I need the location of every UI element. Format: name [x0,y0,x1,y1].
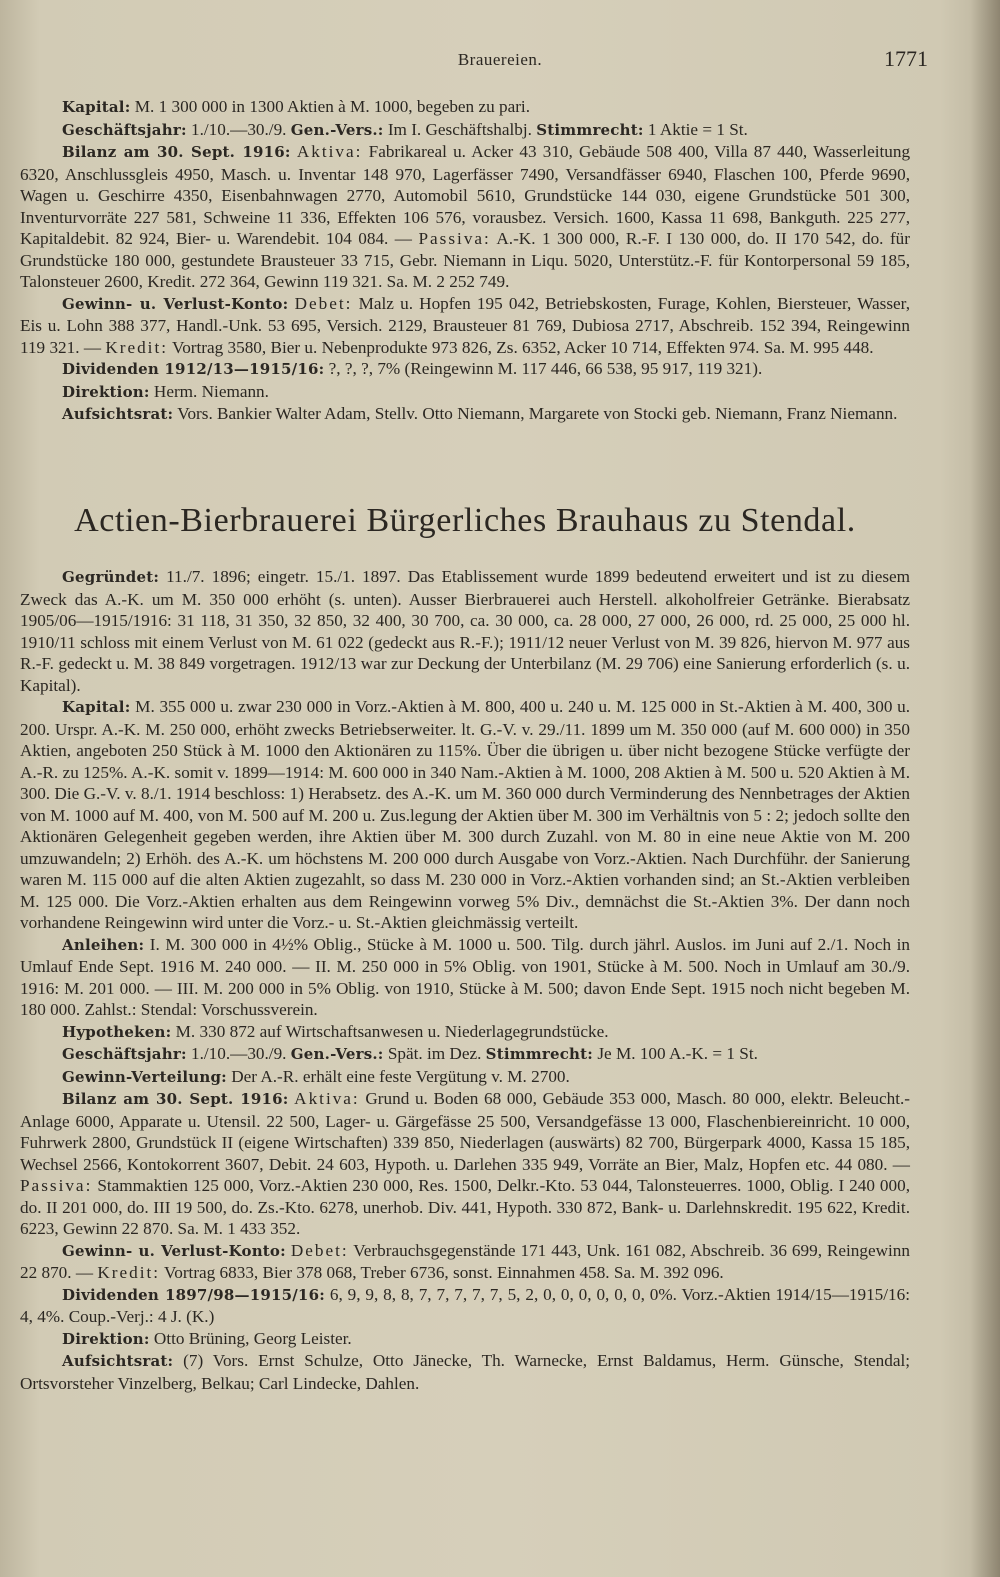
dividenden-paragraph [20,1284,910,1328]
aktiva-label: Aktiva: [296,142,363,161]
hypotheken-text: M. 330 872 auf Wirtschaftsanwesen u. Niederlagegrundstücke. [175,1021,609,1041]
anleihen-label: Anleihen: [62,935,145,954]
aufsichtsrat-label: Aufsichtsrat: [62,1352,174,1370]
dividenden-label: Dividenden 1912/13—1915/16: [62,360,325,378]
genvers-text: Im I. Geschäftshalbj. [387,119,532,139]
aktiva-text: Fabrikareal u. Acker 43 310, Gebäude 508 400, Villa 87 440, Wasserleitung 6320, Anschlussgleis 4950, Masch. u. Inventar 148 970, Lagerfässer 7490, Versandfässer 6940, Flaschen 100, Pferde 9690, Wagen u. Geschirre 4350, Eisenbahnwagen 2770, Automobil 5610, Grundstücke 144 030, eigene Grundstücke 501 300, Inventurvorräte 227 581, Schweine 11 336, Effekten 106 576, vorausbez. Versich. 1600, Kassa 11 698, Bankguth. 225 277, Kapitaldebit. 82 924, Bier- u. Warendebit. 104 084. — [20,142,911,248]
guv-label: Gewinn- u. Verlust-Konto: [62,294,289,313]
genvers-label: Gen.-Vers.: [290,120,384,139]
debet-text: Verbrauchsgegenstände 171 443, Unk. 161 082, Abschreib. 36 699, Reingewinn 22 870. — [20,1240,910,1282]
direktion-label: Direktion: [62,1329,150,1348]
meta-paragraph [20,119,910,142]
passiva-label: Passiva: [418,229,491,248]
direktion-paragraph [20,381,910,404]
kredit-text: Vortrag 3580, Bier u. Nebenprodukte 973 826, Zs. 6352, Acker 10 714, Effekten 974. Sa. M. 995 448. [172,337,874,357]
kredit-label: Kredit: [97,1263,161,1282]
bilanz-label: Bilanz am 30. Sept. 1916: [62,143,291,161]
dividenden-label: Dividenden 1897/98—1915/16: [62,1285,325,1304]
debet-label: Debet: [290,1240,349,1260]
stimmrecht-text: Je M. 100 A.-K. = 1 St. [597,1044,758,1063]
direktion-label: Direktion: [62,382,150,401]
hypotheken-label: Hypotheken: [62,1022,172,1041]
kredit-text: Vortrag 6833, Bier 378 068, Treber 6736, sonst. Einnahmen 458. Sa. M. 392 096. [164,1263,724,1282]
debet-text: Malz u. Hopfen 195 042, Betriebskosten, Furage, Kohlen, Biersteuer, Wasser, Eis u. Lohn 388 377, Handl.-Unk. 53 695, Versich. 2129, Brausteuer 81 769, Dubiosa 2717, Abschreib. 152 394, Reingewinn 119 321. — [20,293,911,357]
bilanz-paragraph [20,141,910,293]
aufsichtsrat-text: (7) Vors. Ernst Schulze, Otto Jänecke, Th. Warnecke, Ernst Baldamus, Herm. Günsche, Stendal; Ortsvorsteher Vinzelberg, Belkau; Carl Lindecke, Dahlen. [20,1351,911,1393]
gewinnverteilung-label: Gewinn-Verteilung: [62,1067,227,1086]
geschaeftsjahr-text: 1./10.—30./9. [190,1044,287,1063]
kapital-label: Kapital: [62,98,131,116]
company-title: Actien-Bierbrauerei Bürgerliches Brauhaus zu Stendal. [74,502,856,539]
genvers-text: Spät. im Dez. [387,1044,482,1063]
kapital-paragraph [20,96,910,119]
gewinnverteilung-text: Der A.-R. erhält eine feste Vergütung v. M. 2700. [231,1066,570,1086]
gegruendet-text: 11./7. 1896; eingetr. 15./1. 1897. Das Etablissement wurde 1899 bedeutend erweitert und ist zu diesem Zweck das A.-K. um M. 350 000 erhöht (s. unten). Ausser Bierbrauerei auch Herstell. alkoholfreier Getränke. Bierabsatz 1905/06—1915/1916: 31 118, 31 350, 32 850, 32 400, 30 700, ca. 30 000, ca. 28 000, 27 000, 26 000, rd. 25 000, 25 000 hl. 1910/11 schloss mit einem Verlust von M. 61 022 (gedeckt aus R.-F.); 1911/12 neuer Verlust von M. 39 826, hiervon M. 977 aus R.-F. gedeckt u. M. 38 849 vorgetragen. 1912/13 war zur Deckung der Unterbilanz (M. 29 706) eine Sanierung erforderlich (s. u. Kapital). [20,567,911,695]
aufsichtsrat-label: Aufsichtsrat: [62,405,174,423]
meta-paragraph [20,1043,910,1066]
anleihen-paragraph [20,934,910,1021]
dividenden-text: ?, ?, ?, 7% (Reingewinn M. 117 446, 66 538, 95 917, 119 321). [328,359,763,378]
geschaeftsjahr-label: Geschäftsjahr: [62,120,187,139]
stimmrecht-label: Stimmrecht: [536,120,644,139]
running-head-title: Brauereien. [457,50,543,69]
direktion-paragraph [20,1328,910,1351]
guv-label: Gewinn- u. Verlust-Konto: [62,1241,286,1260]
direktion-text: Otto Brüning, Georg Leister. [153,1328,352,1348]
geschaeftsjahr-text: 1./10.—30./9. [190,119,287,139]
page-number: 1771 [884,46,928,71]
bilanz-paragraph [20,1088,910,1240]
direktion-text: Herm. Niemann. [153,381,269,401]
running-head [0,46,1000,78]
dividenden-text: 6, 9, 9, 8, 8, 7, 7, 7, 7, 7, 5, 2, 0, 0, 0, 0, 0, 0, 0%. Vorz.-Aktien 1914/15—1915/16: 4, 4%. Coup.-Verj.: 4 J. (K.) [20,1284,911,1326]
gegruendet-label: Gegründet: [62,568,160,586]
debet-label: Debet: [294,293,353,313]
stimmrecht-text: 1 Aktie = 1 St. [647,119,748,139]
aufsichtsrat-paragraph [20,403,910,426]
aktiva-text: Grund u. Boden 68 000, Gebäude 353 000, Masch. 80 000, elektr. Beleucht.-Anlage 6000, Apparate u. Utensil. 22 500, Lager- u. Gärgefässe 25 500, Versandgefässe 13 000, Flaschenbiereinricht. 10 000, Fuhrwerk 2800, Grundstück II (eigene Wirtschaften) 339 850, Niederlagen (auswärts) 82 700, Bürgerpark 4000, Kassa 15 185, Wechsel 2566, Kontokorrent 3607, Debit. 24 603, Hypoth. u. Darlehen 335 949, Vorräte an Bier, Malz, Hopfen etc. 44 080. — [20,1089,911,1174]
kapital-paragraph [20,696,910,934]
guv-paragraph [20,1240,910,1284]
gewinnverteilung-paragraph [20,1066,910,1089]
aufsichtsrat-paragraph [20,1350,910,1394]
aufsichtsrat-text: Vors. Bankier Walter Adam, Stellv. Otto Niemann, Margarete von Stocki geb. Niemann, Franz Niemann. [177,404,898,423]
guv-paragraph [20,293,910,359]
company-entry [20,566,910,1394]
kapital-text: M. 1 300 000 in 1300 Aktien à M. 1000, begeben zu pari. [134,97,530,116]
geschaeftsjahr-label: Geschäftsjahr: [62,1045,187,1063]
dividenden-paragraph [20,358,910,381]
previous-company-entry [20,96,910,426]
hypotheken-paragraph [20,1021,910,1044]
kapital-text: M. 355 000 u. zwar 230 000 in Vorz.-Aktien à M. 800, 400 u. 240 u. M. 125 000 in St.-Aktien à M. 400, 300 u. 200. Urspr. A.-K. M. 250 000, erhöht zwecks Betriebserweiter. lt. G.-V. v. 29./11. 1899 um M. 350 000 (auf M. 600 000) in 350 Aktien, angeboten 250 Stück à M. 1000 den Aktionären zu 115%. Über die übrigen u. über nicht bezogene Stücke verfügte der A.-R. zu 125%. A.-K. somit v. 1899—1914: M. 600 000 in 340 Nam.-Aktien à M. 1000, 208 Aktien à M. 500 u. 520 Aktien à M. 300. Die G.-V. v. 8./1. 1914 beschloss: 1) Herabsetz. des A.-K. um M. 360 000 durch Verminderung des Nennbetrages der Aktien von M. 1000 auf M. 400, von M. 500 auf M. 200 u. Zus.legung der Aktien über M. 300 im Verhältnis von 5 : 2; jedoch sollte den Aktionären Gelegenheit gegeben werden, ihre Aktien über M. 300 durch Zuzahl. von M. 80 in eine neue Aktie von M. 200 umzuwandeln; 2) Erhöh. des A.-K. um höchstens M. 200 000 durch Ausgabe von Vorz.-Aktien. Nach Durchführ. der Sanierung waren M. 115 000 auf die alten Aktien zugezahlt, so dass M. 230 000 in Vorz.-Aktien vorhanden sind; an St.-Aktien verbleiben M. 125 000. Die Vorz.-Aktien erhalten aus dem Reingewinn vorweg 5% Div., demnächst die St.-Aktien 3%. Der dann noch vorhandene Reingewinn wird unter die Vorz.- u. St.-Aktien gleichmässig verteilt. [20,697,911,932]
passiva-text: A.-K. 1 300 000, R.-F. I 130 000, do. II 170 542, do. für Grundstücke 180 000, gestundete Brausteuer 33 715, Gebr. Niemann in Liqu. 5020, Unterstütz.-F. für Kontorpersonal 59 185, Talonsteuer 2600, Kredit. 272 364, Gewinn 119 321. Sa. M. 2 252 749. [20,229,910,291]
bilanz-label: Bilanz am 30. Sept. 1916: [62,1090,289,1108]
genvers-label: Gen.-Vers.: [290,1045,384,1063]
kredit-label: Kredit: [105,337,168,357]
passiva-label: Passiva: [20,1176,93,1195]
gegruendet-paragraph [20,566,910,696]
kapital-label: Kapital: [62,698,131,716]
anleihen-text: I. M. 300 000 in 4½% Oblig., Stücke à M. 1000 u. 500. Tilg. durch jährl. Auslos. im Juni auf 2./1. Noch in Umlauf Ende Sept. 1916 M. 240 000. — II. M. 250 000 in 5% Oblig. von 1901, Stücke à M. 500. Noch in Umlauf am 30./9. 1916: M. 201 000. — III. M. 200 000 in 5% Oblig. von 1910, Stücke à M. 500; davon Ende Sept. 1915 noch nicht begeben M. 180 000. Zahlst.: Stendal: Vorschussverein. [20,934,911,1019]
stimmrecht-label: Stimmrecht: [485,1045,594,1063]
aktiva-label: Aktiva: [294,1089,360,1108]
passiva-text: Stammaktien 125 000, Vorz.-Aktien 230 000, Res. 1500, Delkr.-Kto. 53 044, Talonsteuerres. 1000, Oblig. I 240 000, do. II 201 000, do. III 19 500, do. Zs.-Kto. 6278, unerhob. Div. 441, Hypoth. 330 872, Bank- u. Darlehnskredit. 195 622, Kredit. 6223, Gewinn 22 870. Sa. M. 1 433 352. [20,1176,911,1238]
